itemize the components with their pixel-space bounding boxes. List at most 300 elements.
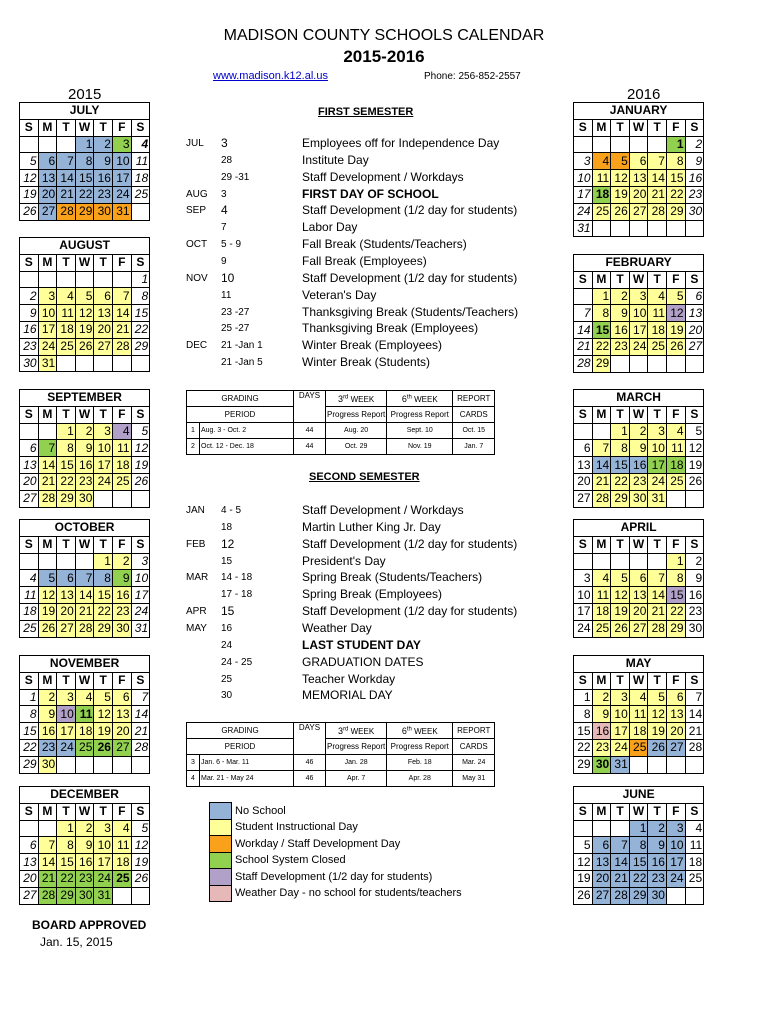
day-cell: 5 <box>611 570 630 587</box>
month-name: JULY <box>20 103 150 120</box>
day-cell <box>20 553 39 570</box>
day-cell: 29 <box>131 338 150 355</box>
day-cell: 24 <box>611 739 630 756</box>
day-cell: 23 <box>20 338 39 355</box>
day-cell <box>57 271 76 288</box>
day-cell: 21 <box>574 338 593 355</box>
weekday-letter: F <box>112 406 131 423</box>
day-cell: 13 <box>38 170 57 187</box>
event-month: JUL <box>186 138 204 149</box>
day-cell: 3 <box>131 553 150 570</box>
event-date: 24 <box>221 639 233 651</box>
day-cell <box>131 203 150 220</box>
weekday-letter: M <box>38 119 57 136</box>
day-cell: 15 <box>131 305 150 322</box>
day-cell: 29 <box>629 887 648 904</box>
day-cell: 15 <box>666 170 685 187</box>
day-cell: 4 <box>131 136 150 153</box>
day-cell: 21 <box>685 723 704 740</box>
day-cell: 2 <box>685 136 704 153</box>
day-cell: 23 <box>685 186 704 203</box>
day-cell: 18 <box>57 321 76 338</box>
event-date: 9 <box>221 255 227 267</box>
day-cell: 8 <box>57 440 76 457</box>
day-cell: 26 <box>75 338 94 355</box>
day-cell <box>574 423 593 440</box>
day-cell: 10 <box>94 837 113 854</box>
day-cell <box>94 355 113 372</box>
day-cell: 27 <box>57 620 76 637</box>
day-cell: 21 <box>38 473 57 490</box>
day-cell <box>648 220 667 237</box>
day-cell: 25 <box>629 739 648 756</box>
day-cell: 23 <box>648 870 667 887</box>
day-cell: 5 <box>75 288 94 305</box>
event-description: Institute Day <box>302 152 369 167</box>
weekday-letter: S <box>685 406 704 423</box>
day-cell: 2 <box>611 288 630 305</box>
day-cell <box>629 136 648 153</box>
legend-label: No School <box>235 804 286 817</box>
weekday-letter: F <box>666 406 685 423</box>
event-date: 15 <box>221 555 233 567</box>
day-cell <box>611 553 630 570</box>
event-description: Fall Break (Students/Teachers) <box>302 237 467 252</box>
day-cell <box>131 887 150 904</box>
day-cell: 11 <box>20 587 39 604</box>
month-may <box>573 655 704 774</box>
weekday-letter: T <box>611 271 630 288</box>
day-cell: 17 <box>666 854 685 871</box>
day-cell: 29 <box>592 355 611 372</box>
day-cell: 4 <box>592 153 611 170</box>
day-cell: 4 <box>629 689 648 706</box>
day-cell: 14 <box>112 305 131 322</box>
day-cell: 17 <box>611 723 630 740</box>
day-cell: 10 <box>112 153 131 170</box>
event-month: MAR <box>186 572 209 584</box>
day-cell: 13 <box>94 305 113 322</box>
day-cell: 3 <box>94 820 113 837</box>
event-date: 5 - 9 <box>221 239 242 251</box>
day-cell <box>131 355 150 372</box>
day-cell: 12 <box>131 837 150 854</box>
day-cell: 1 <box>94 553 113 570</box>
day-cell <box>75 271 94 288</box>
weekday-letter: S <box>685 672 704 689</box>
weekday-letter: S <box>685 803 704 820</box>
event-description: LAST STUDENT DAY <box>302 637 421 652</box>
weekday-letter: W <box>75 119 94 136</box>
sixth-week-header: 6th WEEK <box>387 723 453 739</box>
day-cell: 18 <box>592 186 611 203</box>
day-cell: 8 <box>94 570 113 587</box>
day-cell: 20 <box>629 186 648 203</box>
day-cell: 25 <box>685 870 704 887</box>
weekday-letter: S <box>20 672 39 689</box>
day-cell: 11 <box>629 706 648 723</box>
day-cell: 2 <box>75 423 94 440</box>
day-cell: 9 <box>112 570 131 587</box>
day-cell: 26 <box>648 739 667 756</box>
day-cell <box>94 490 113 507</box>
day-cell <box>38 553 57 570</box>
event-month: AUG <box>186 188 208 200</box>
day-cell: 23 <box>94 186 113 203</box>
day-cell: 15 <box>629 854 648 871</box>
day-cell: 2 <box>592 689 611 706</box>
day-cell: 12 <box>38 587 57 604</box>
day-cell: 8 <box>592 305 611 322</box>
month-name: FEBRUARY <box>574 255 704 272</box>
grading-table-first <box>186 390 495 455</box>
day-cell: 28 <box>112 338 131 355</box>
day-cell: 16 <box>112 587 131 604</box>
day-cell: 22 <box>666 603 685 620</box>
day-cell: 10 <box>574 587 593 604</box>
weekday-letter: T <box>94 803 113 820</box>
day-cell: 2 <box>648 820 667 837</box>
day-cell: 28 <box>38 490 57 507</box>
weekday-letter: S <box>20 536 39 553</box>
day-cell: 28 <box>57 203 76 220</box>
weekday-letter: F <box>666 119 685 136</box>
event-description: Staff Development (1/2 day for students) <box>302 270 518 285</box>
month-name: MAY <box>574 656 704 673</box>
day-cell: 12 <box>648 706 667 723</box>
day-cell: 23 <box>112 603 131 620</box>
legend-swatch <box>210 885 232 902</box>
month-name: AUGUST <box>20 238 150 255</box>
day-cell: 1 <box>592 288 611 305</box>
event-description: MEMORIAL DAY <box>302 688 393 703</box>
day-cell: 20 <box>20 473 39 490</box>
day-cell: 17 <box>629 322 648 339</box>
day-cell: 21 <box>38 870 57 887</box>
day-cell <box>592 423 611 440</box>
day-cell: 29 <box>666 620 685 637</box>
legend-label: Staff Development (1/2 day for students) <box>235 870 433 883</box>
weekday-letter: W <box>75 536 94 553</box>
day-cell <box>611 820 630 837</box>
event-date: 4 <box>221 203 228 218</box>
day-cell: 9 <box>648 837 667 854</box>
event-description: Staff Development (1/2 day for students) <box>302 536 518 551</box>
day-cell: 1 <box>20 689 39 706</box>
day-cell: 10 <box>629 305 648 322</box>
day-cell: 6 <box>94 288 113 305</box>
grading-cell: Jan. 28 <box>326 755 387 771</box>
grading-cell: 4 <box>187 771 200 787</box>
day-cell: 24 <box>666 870 685 887</box>
event-description: FIRST DAY OF SCHOOL <box>302 186 439 201</box>
event-description: Spring Break (Students/Teachers) <box>302 570 483 585</box>
grading-cell: 2 <box>187 439 200 455</box>
day-cell: 24 <box>112 186 131 203</box>
month-october <box>19 519 150 638</box>
day-cell: 12 <box>611 587 630 604</box>
day-cell <box>20 136 39 153</box>
day-cell: 6 <box>685 288 704 305</box>
day-cell: 20 <box>112 723 131 740</box>
day-cell <box>94 271 113 288</box>
day-cell: 22 <box>592 338 611 355</box>
weekday-letter: W <box>75 803 94 820</box>
day-cell: 28 <box>648 203 667 220</box>
school-year: 2015-2016 <box>343 47 425 66</box>
grading-table-second <box>186 722 495 787</box>
day-cell: 22 <box>57 473 76 490</box>
day-cell <box>57 136 76 153</box>
day-cell: 13 <box>112 706 131 723</box>
day-cell: 15 <box>57 854 76 871</box>
day-cell: 21 <box>648 603 667 620</box>
day-cell: 20 <box>666 723 685 740</box>
weekday-letter: T <box>57 803 76 820</box>
day-cell: 14 <box>648 587 667 604</box>
day-cell: 12 <box>666 305 685 322</box>
event-date: 21 -Jan 1 <box>221 340 263 352</box>
day-cell: 27 <box>94 338 113 355</box>
day-cell: 24 <box>38 338 57 355</box>
grading-cell: Oct. 29 <box>326 439 387 455</box>
day-cell: 14 <box>38 854 57 871</box>
day-cell: 28 <box>75 620 94 637</box>
event-description: Winter Break (Employees) <box>302 338 443 353</box>
day-cell: 16 <box>685 170 704 187</box>
grading-cell: Jan. 6 - Mar. 11 <box>200 755 294 771</box>
weekday-letter: T <box>611 406 630 423</box>
grading-cell: Apr. 28 <box>387 771 453 787</box>
weekday-letter: W <box>629 406 648 423</box>
day-cell: 27 <box>112 739 131 756</box>
day-cell: 19 <box>611 186 630 203</box>
day-cell: 5 <box>574 837 593 854</box>
days-header: DAYS <box>294 723 326 755</box>
event-date: 16 <box>221 622 233 634</box>
day-cell <box>112 355 131 372</box>
day-cell: 2 <box>629 423 648 440</box>
day-cell: 20 <box>57 603 76 620</box>
day-cell: 15 <box>57 457 76 474</box>
day-cell: 6 <box>57 570 76 587</box>
day-cell: 18 <box>112 854 131 871</box>
day-cell: 22 <box>574 739 593 756</box>
legend-swatch <box>210 836 232 853</box>
day-cell: 14 <box>75 587 94 604</box>
day-cell: 29 <box>94 620 113 637</box>
event-date: 28 <box>221 154 233 166</box>
month-name: DECEMBER <box>20 787 150 804</box>
day-cell: 19 <box>38 603 57 620</box>
day-cell: 2 <box>20 288 39 305</box>
event-month: JAN <box>186 505 205 516</box>
day-cell: 15 <box>666 587 685 604</box>
day-cell: 12 <box>685 440 704 457</box>
day-cell: 16 <box>611 322 630 339</box>
grading-cell: Sept. 10 <box>387 423 453 439</box>
day-cell: 17 <box>131 587 150 604</box>
month-february <box>573 254 704 373</box>
day-cell <box>112 271 131 288</box>
month-name: SEPTEMBER <box>20 390 150 407</box>
event-description: Weather Day <box>302 620 372 635</box>
weekday-letter: M <box>592 536 611 553</box>
grading-cell: 44 <box>294 439 326 455</box>
day-cell <box>131 756 150 773</box>
weekday-letter: T <box>611 803 630 820</box>
legend-swatch <box>210 869 232 886</box>
event-date: 3 <box>221 188 227 200</box>
cards-header: CARDS <box>453 407 495 423</box>
weekday-letter: T <box>611 672 630 689</box>
month-july <box>19 102 150 221</box>
month-march <box>573 389 704 508</box>
day-cell: 2 <box>112 553 131 570</box>
day-cell: 6 <box>20 837 39 854</box>
day-cell <box>112 887 131 904</box>
weekday-letter: F <box>112 536 131 553</box>
day-cell: 17 <box>574 186 593 203</box>
legend-label: School System Closed <box>235 854 346 867</box>
day-cell: 1 <box>611 423 630 440</box>
day-cell: 26 <box>611 620 630 637</box>
day-cell: 22 <box>57 870 76 887</box>
website-link[interactable]: www.madison.k12.al.us <box>213 70 328 82</box>
day-cell: 30 <box>685 620 704 637</box>
day-cell: 16 <box>629 457 648 474</box>
day-cell: 7 <box>648 570 667 587</box>
day-cell: 4 <box>112 423 131 440</box>
day-cell: 31 <box>112 203 131 220</box>
weekday-letter: M <box>38 536 57 553</box>
day-cell: 28 <box>131 739 150 756</box>
period-header: PERIOD <box>187 407 294 423</box>
legend-swatch <box>210 803 232 820</box>
weekday-letter: W <box>629 672 648 689</box>
weekday-letter: S <box>574 672 593 689</box>
day-cell: 2 <box>75 820 94 837</box>
event-date: 23 -27 <box>221 306 250 318</box>
report-header: REPORT <box>453 391 495 407</box>
day-cell <box>611 220 630 237</box>
weekday-letter: S <box>20 119 39 136</box>
day-cell <box>592 220 611 237</box>
day-cell: 9 <box>75 837 94 854</box>
day-cell: 11 <box>685 837 704 854</box>
day-cell: 6 <box>629 153 648 170</box>
day-cell <box>592 136 611 153</box>
day-cell: 4 <box>57 288 76 305</box>
day-cell <box>574 820 593 837</box>
day-cell <box>666 887 685 904</box>
day-cell: 7 <box>611 837 630 854</box>
weekday-letter: W <box>629 803 648 820</box>
day-cell: 21 <box>131 723 150 740</box>
event-date: 25 -27 <box>221 323 250 335</box>
day-cell: 19 <box>574 870 593 887</box>
event-description: Fall Break (Employees) <box>302 253 427 268</box>
day-cell: 20 <box>574 473 593 490</box>
weekday-letter: F <box>666 536 685 553</box>
day-cell: 8 <box>57 837 76 854</box>
weekday-letter: M <box>592 406 611 423</box>
weekday-letter: F <box>112 119 131 136</box>
event-description: Staff Development / Workdays <box>302 169 464 184</box>
day-cell: 4 <box>592 570 611 587</box>
day-cell: 10 <box>648 440 667 457</box>
month-name: JANUARY <box>574 103 704 120</box>
weekday-letter: S <box>131 406 150 423</box>
day-cell: 9 <box>629 440 648 457</box>
grading-header: GRADING <box>187 391 294 407</box>
day-cell: 6 <box>592 837 611 854</box>
weekday-letter: S <box>131 803 150 820</box>
month-name: OCTOBER <box>20 520 150 537</box>
day-cell: 6 <box>112 689 131 706</box>
weekday-letter: T <box>57 672 76 689</box>
day-cell: 8 <box>611 440 630 457</box>
day-cell <box>685 490 704 507</box>
event-month: NOV <box>186 272 208 284</box>
grading-cell: Feb. 18 <box>387 755 453 771</box>
day-cell <box>574 553 593 570</box>
day-cell: 21 <box>648 186 667 203</box>
day-cell: 25 <box>20 620 39 637</box>
day-cell: 30 <box>629 490 648 507</box>
event-description: Thanksgiving Break (Employees) <box>302 321 479 336</box>
day-cell: 3 <box>38 288 57 305</box>
grading-cell: Nov. 19 <box>387 439 453 455</box>
event-description: Veteran's Day <box>302 287 377 302</box>
day-cell: 28 <box>592 490 611 507</box>
day-cell: 29 <box>75 203 94 220</box>
day-cell: 7 <box>648 153 667 170</box>
month-name: NOVEMBER <box>20 656 150 673</box>
day-cell: 14 <box>131 706 150 723</box>
month-august <box>19 237 150 372</box>
day-cell <box>112 756 131 773</box>
year-left: 2015 <box>68 86 102 103</box>
grading-cell: 46 <box>294 771 326 787</box>
day-cell: 15 <box>592 322 611 339</box>
day-cell: 5 <box>611 153 630 170</box>
weekday-letter: S <box>574 536 593 553</box>
day-cell: 26 <box>131 473 150 490</box>
month-november <box>19 655 150 774</box>
day-cell: 12 <box>94 706 113 723</box>
day-cell: 19 <box>20 186 39 203</box>
weekday-letter: F <box>666 672 685 689</box>
day-cell: 11 <box>57 305 76 322</box>
day-cell: 30 <box>75 490 94 507</box>
day-cell: 22 <box>611 473 630 490</box>
calendar-title: MADISON COUNTY SCHOOLS CALENDAR <box>223 27 545 44</box>
event-description: Staff Development / Workdays <box>302 503 464 517</box>
day-cell: 1 <box>666 553 685 570</box>
first-semester-heading: FIRST SEMESTER <box>318 106 414 118</box>
day-cell: 15 <box>611 457 630 474</box>
weekday-letter: T <box>611 119 630 136</box>
day-cell: 27 <box>666 739 685 756</box>
weekday-letter: S <box>685 119 704 136</box>
day-cell: 13 <box>629 170 648 187</box>
grading-cell: Aug. 3 - Oct. 2 <box>200 423 294 439</box>
day-cell: 12 <box>611 170 630 187</box>
day-cell: 10 <box>38 305 57 322</box>
day-cell: 11 <box>112 440 131 457</box>
day-cell: 3 <box>611 689 630 706</box>
